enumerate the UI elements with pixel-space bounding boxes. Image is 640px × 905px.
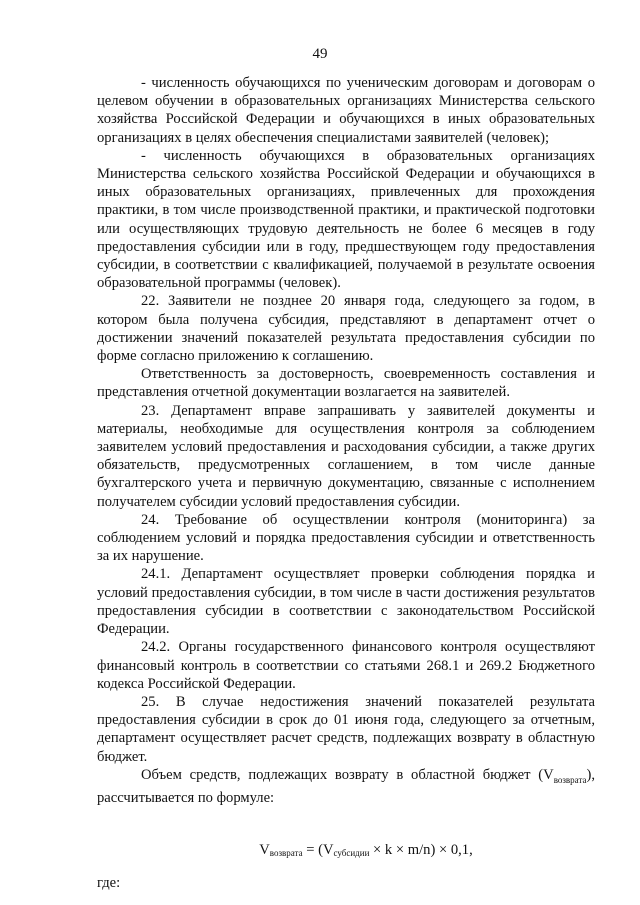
formula-subsidy-subscript: субсидии xyxy=(333,848,370,859)
formula-lhs-subscript: возврата xyxy=(269,848,303,859)
formula-equals: = (V xyxy=(302,842,334,859)
formula-lhs: V xyxy=(259,842,270,859)
paragraph-responsibility: Ответственность за достоверность, своевременность составления и представления отчетной документации возлагается на заявителей. xyxy=(97,366,595,401)
page-number: 49 xyxy=(312,46,328,62)
paragraph-24-1-checks: 24.1. Департамент осуществляет проверки соблюдения порядка и условий предоставления субсидии, в том числе в части достижения результатов предоставления субсидии в соответствии с законодательством Российской Федерации. xyxy=(97,566,595,638)
where-label: где: xyxy=(97,875,121,892)
paragraph-students-contracts: - численность обучающихся по ученическим договорам и договорам о целевом обучении в образовательных организациях Министерства сельского хозяйства Российской Федерации и обучающихся в иных образовательных организациях в целях обеспечения специалистами заявителей (человек); xyxy=(97,75,595,146)
refund-formula xyxy=(137,841,595,862)
paragraph-23-requests: 23. Департамент вправе запрашивать у заявителей документы и материалы, необходимые для осуществления контроля за соблюдением заявителем условий предоставления и расходования субсидии, а также других обязательств, предусмотренных соглашением, в том числе данные бухгалтерского учета и первичную документацию, связанные с исполнением получателем субсидии условий предоставления субсидии. xyxy=(97,402,595,510)
paragraph-22-report: 22. Заявители не позднее 20 января года, следующего за годом, в котором была получена субсидия, представляют в департамент отчет о достижении значений показателей результата предоставления субсидии по форме согласно приложению к соглашению. xyxy=(97,293,595,365)
formula-rest: × k × m/n) × 0,1, xyxy=(369,842,473,859)
paragraph-refund-volume xyxy=(97,766,595,807)
paragraph-24-2-financial-control: 24.2. Органы государственного финансового контроля осуществляют финансовый контроль в соответствии со статьями 268.1 и 269.2 Бюджетного кодекса Российской Федерации. xyxy=(97,639,595,692)
paragraph-students-practice: - численность обучающихся в образовательных организациях Министерства сельского хозяйства Российской Федерации и обучающихся в иных образовательных организациях, привлеченных для прохождения практики, в том числе производственной практики, и практической подготовки или осуществляющих трудовую деятельность не более 6 месяцев в году предоставления субсидии или в году, предшествующем году предоставления субсидии, в соответствии с квалификацией, получаемой в результате освоения образовательной программы (человек). xyxy=(97,147,595,292)
document-body xyxy=(97,74,595,892)
paragraph-24-control: 24. Требование об осуществлении контроля (мониторинга) за соблюдением условий и порядка предоставления субсидии и ответственность за их нарушение. xyxy=(97,511,595,565)
paragraph-25-refund: 25. В случае недостижения значений показателей результата предоставления субсидии в срок до 01 июня года, следующего за отчетным, департамент осуществляет расчет средств, подлежащих возврату в областную бюджет. xyxy=(97,693,595,765)
refund-volume-text: Объем средств, подлежащих возврату в областной бюджет $(V_{возврата})$, рассчитывается по формуле: xyxy=(97,766,595,806)
